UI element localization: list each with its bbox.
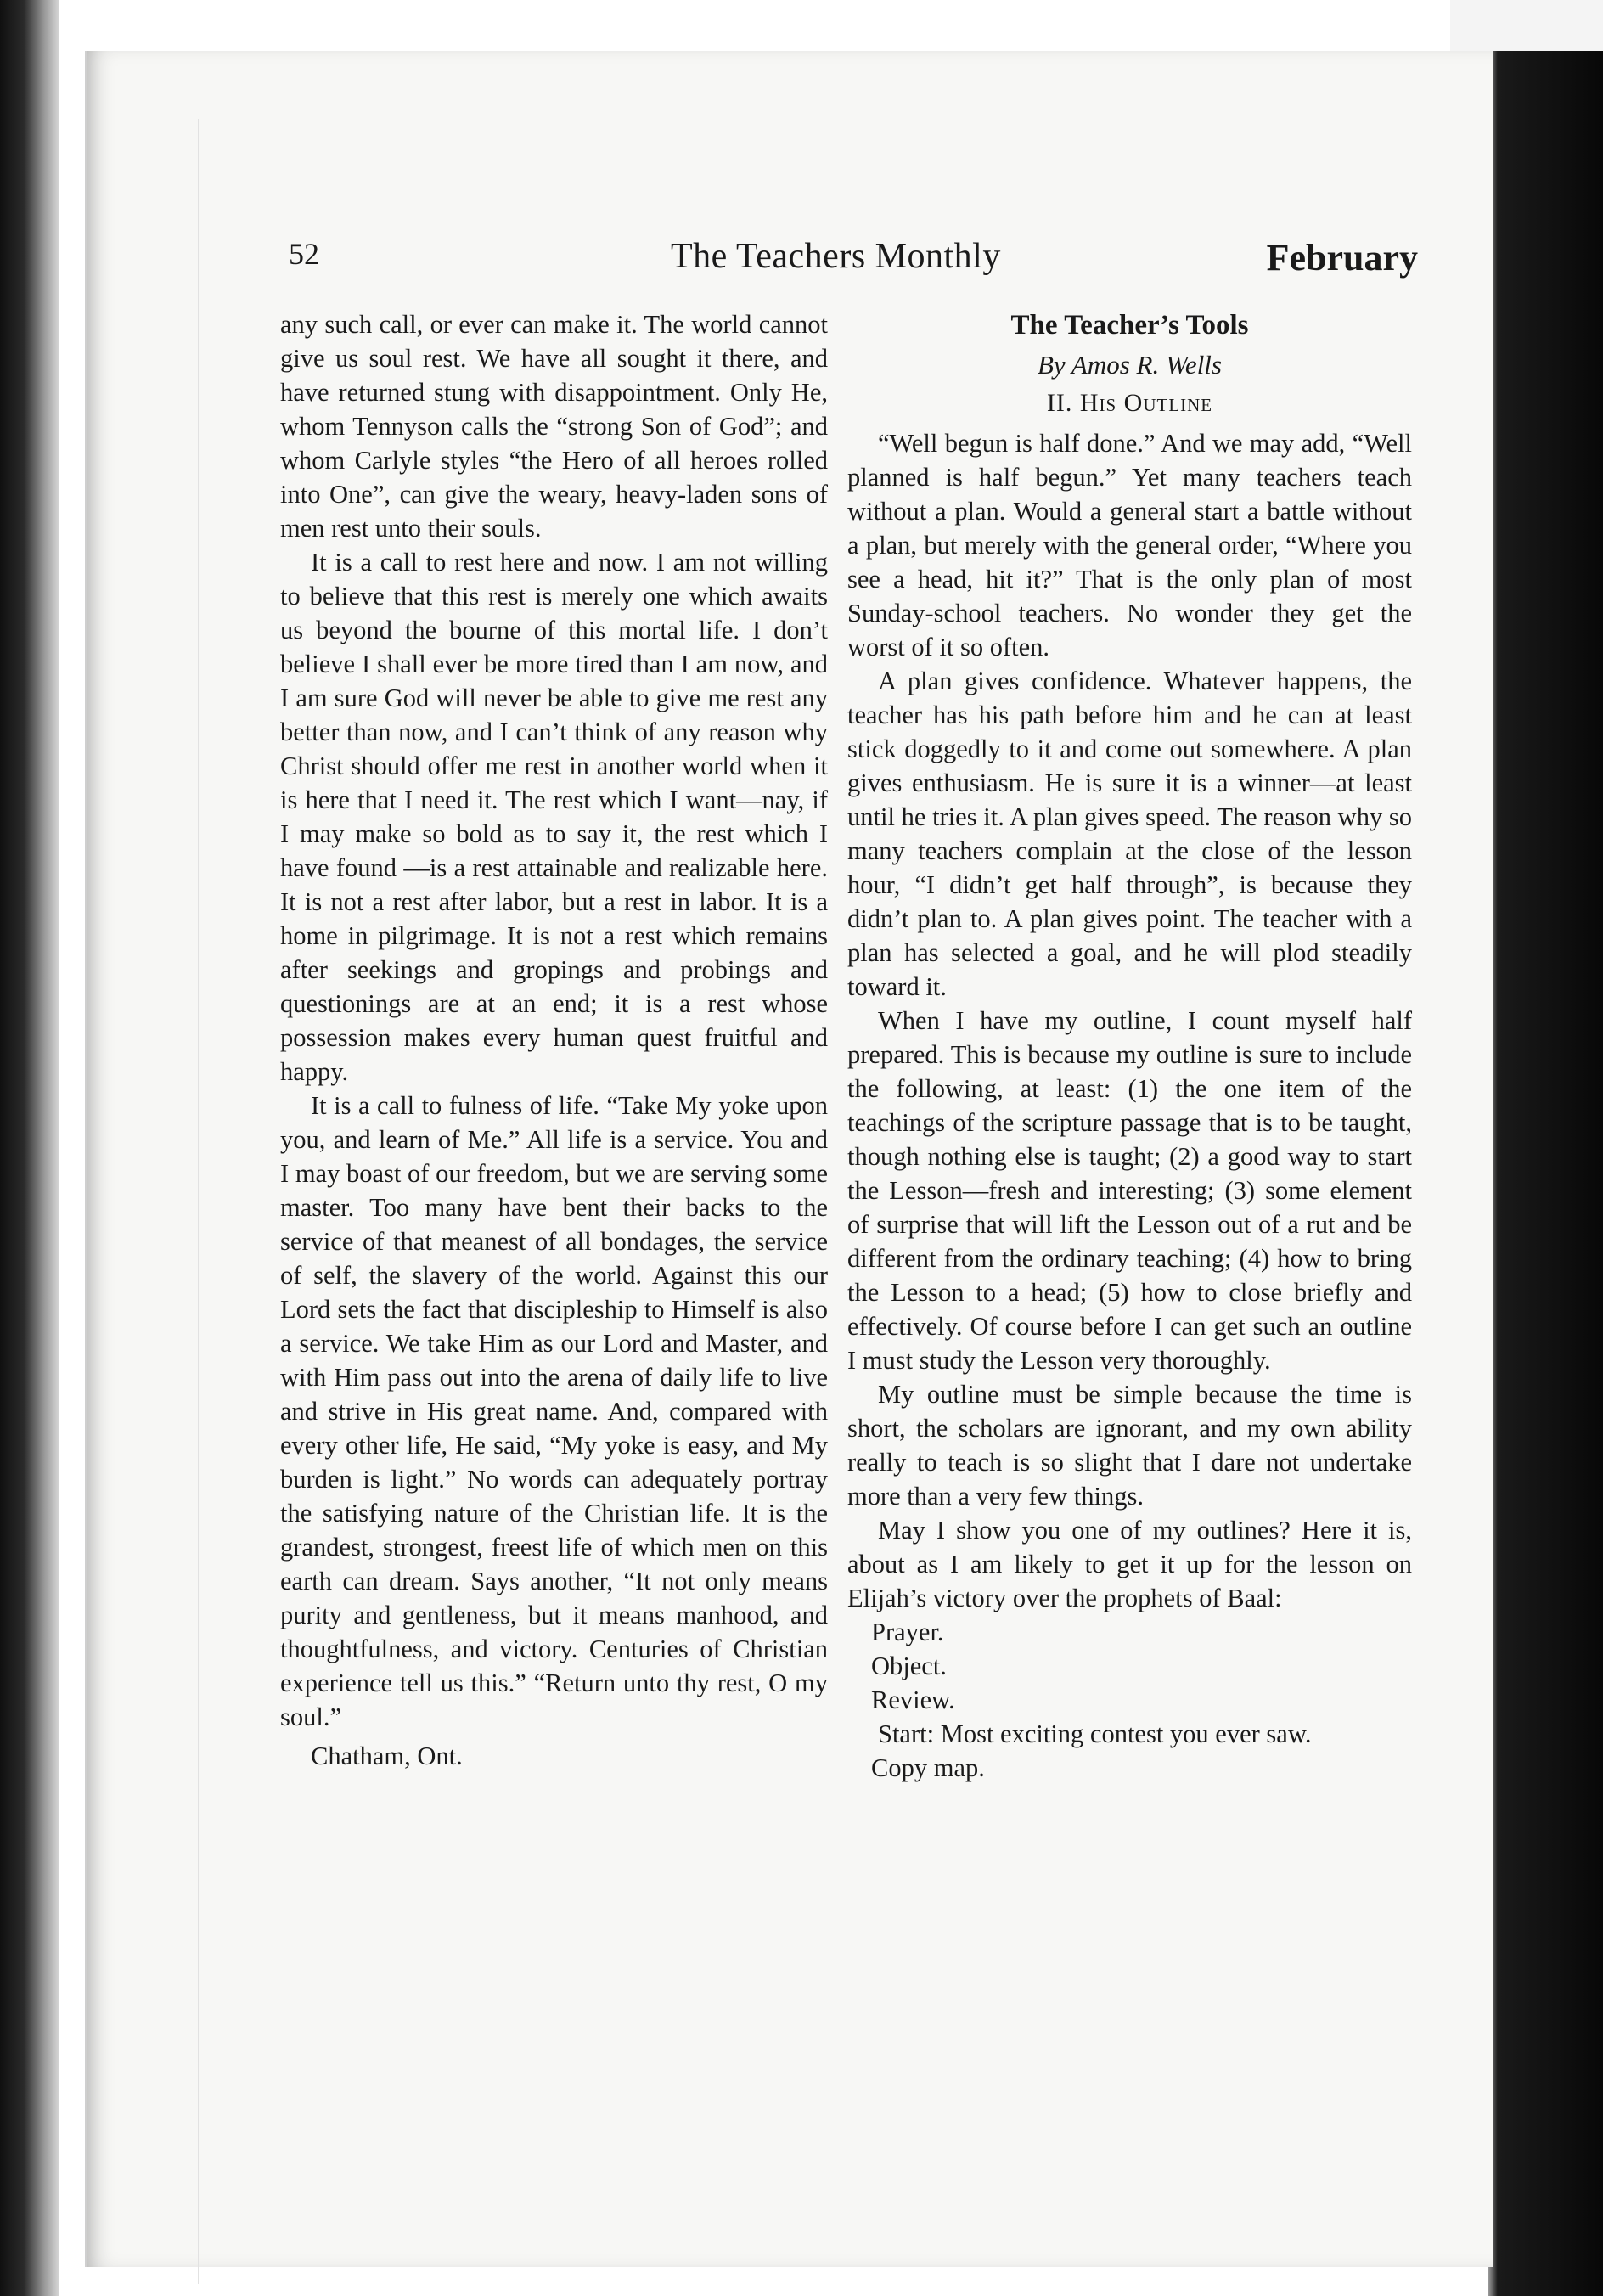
left-column	[280, 307, 828, 1773]
outline-item: Review.	[871, 1685, 955, 1714]
journal-title: The Teachers Monthly	[671, 237, 1001, 276]
issue-month: February	[1266, 237, 1418, 279]
paragraph: A plan gives confidence. Whatever happens, the teacher has his path before him and he can at least stick doggedly to it and come out somewhere. A plan gives enthusiasm. He is sure it is a winner—at least until he tries it. A plan gives speed. The reason why so many teachers complain at the close of the lesson hour, “I didn’t get half through”, is because they didn’t plan to. A plan gives point. The teacher with a plan has selected a goal, and he will plod steadily toward it.	[847, 667, 1412, 1001]
paragraph: My outline must be simple because the time is short, the scholars are ignorant, and my own ability really to teach is so slight that I dare not undertake more than a very few things.	[847, 1380, 1412, 1511]
paragraph: any such call, or ever can make it. The world cannot give us soul rest. We have all sought it there, and have returned stung with disappointment. Only He, whom Tennyson calls the “strong Son of God”; and whom Carlyle styles “the Hero of all heroes rolled into One”, can give the weary, heavy-laden sons of men rest unto their souls.	[280, 310, 828, 543]
section-heading	[847, 384, 1412, 423]
paragraph: May I show you one of my outlines? Here it is, about as I am likely to get it up for the lesson on Elijah’s victory over the prophets of Baal:	[847, 1516, 1412, 1612]
outline-item: Prayer.	[871, 1618, 944, 1646]
paragraph: It is a call to fulness of life. “Take My yoke upon you, and learn of Me.” All life is a service. You and I may boast of our freedom, but we are serving some master. Too many have bent their backs to the service of that meanest of all bondages, the service of self, the slavery of the world. Against this our Lord sets the fact that discipleship to Himself is also a service. We take Him as our Lord and Master, and with Him pass out into the arena of daily life to live and strive in His great name. And, compared with every other life, He said, “My yoke is easy, and My burden is light.” No words can adequately portray the satisfying nature of the Christian life. It is the grandest, strongest, freest life of which men on this earth can dream. Says another, “It not only means purity and gentleness, but it means manhood, and thoughtfulness, and victory. Centuries of Christian experience tell us this.” “Return unto thy rest, O my soul.”	[280, 1091, 828, 1731]
paragraph: “Well begun is half done.” And we may add, “Well planned is half begun.” Yet many teachers teach without a plan. Would a general start a battle without a plan, but merely with the general order, “Where you see a head, hit it?” That is the only plan of most Sunday-school teachers. No wonder they get the worst of it so often.	[847, 429, 1412, 661]
article-title: The Teacher’s Tools	[1010, 310, 1249, 340]
page-edge-rule	[198, 119, 199, 2284]
section-numeral: II.	[1046, 389, 1073, 417]
paragraph: It is a call to rest here and now. I am not willing to believe that this rest is merely one which awaits us beyond the bourne of this mortal life. I don’t believe I shall ever be more tired than I am now, and I am sure God will never be able to give me rest any better than now, and I can’t think of any reason why Christ should offer me rest in another world when it is here that I need it. The rest which I want—nay, if I may make so bold as to say it, the rest which I have found —is a rest attainable and realizable here. It is not a rest after labor, but a rest in labor. It is a home in pilgrimage. It is not a rest which remains after seekings and gropings and probings and questionings are at an end; it is a rest whose possession makes every human quest fruitful and happy.	[280, 548, 828, 1086]
outline-item: Object.	[871, 1652, 947, 1680]
scan-border-right	[1488, 51, 1603, 2296]
outline-start-line: Start: Most exciting contest you ever saw.	[878, 1719, 1312, 1748]
signoff: Chatham, Ont.	[311, 1742, 463, 1770]
outline-last-line: Copy map.	[871, 1753, 985, 1782]
paragraph: When I have my outline, I count myself half prepared. This is because my outline is sure to include the following, at least: (1) the one item of the teachings of the scripture passage that is to be taught, though nothing else is taught; (2) a good way to start the Lesson—fresh and interesting; (3) some element of surprise that will lift the Lesson out of a rut and be different from the ordinary teaching; (4) how to bring the Lesson to a head; (5) how to close briefly and effectively. Of course before I can get such an outline I must study the Lesson very thoroughly.	[847, 1006, 1412, 1375]
page-number: 52	[289, 237, 319, 271]
running-header	[289, 236, 1418, 287]
right-column	[847, 307, 1412, 1785]
scan-border-left	[0, 0, 59, 2296]
article-author: By Amos R. Wells	[1038, 350, 1222, 380]
section-title: His Outline	[1079, 389, 1213, 417]
